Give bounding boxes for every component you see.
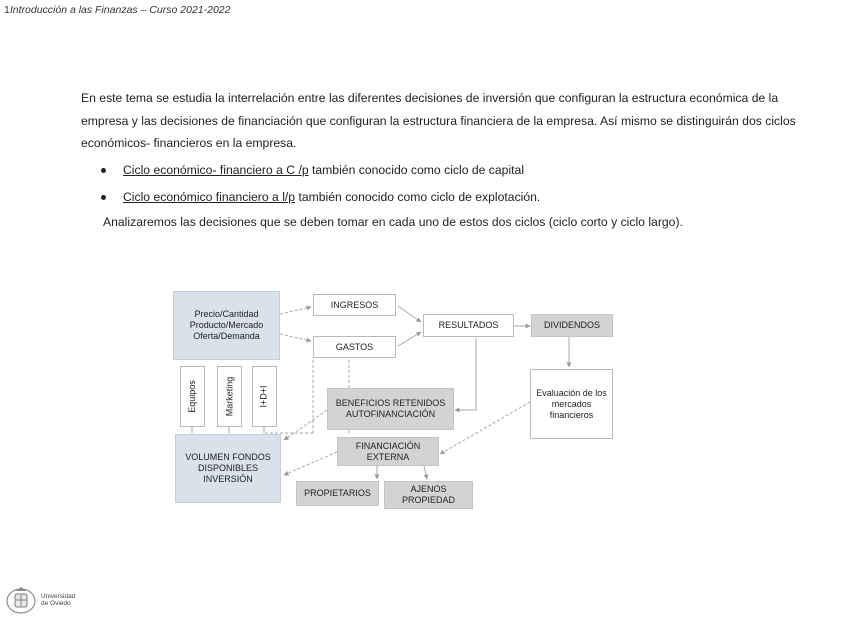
marketing-box bbox=[217, 366, 242, 427]
evaluacion-box bbox=[530, 369, 613, 439]
idi-box bbox=[252, 366, 277, 427]
financiacion-box bbox=[337, 437, 439, 466]
university-logo bbox=[4, 585, 75, 615]
ajenos-label: AJENOS PROPIEDAD bbox=[401, 484, 455, 505]
cycle-description: también conocido como ciclo de capital bbox=[308, 162, 525, 177]
dividendos-label: DIVIDENDOS bbox=[543, 320, 600, 330]
resultados-label: RESULTADOS bbox=[438, 320, 499, 330]
volumen-label: VOLUMEN FONDOS DISPONIBLES INVERSIÓN bbox=[185, 452, 271, 484]
resultados-box bbox=[423, 314, 514, 337]
beneficios-label: BENEFICIOS RETENIDOS AUTOFINANCIACIÓN bbox=[335, 398, 446, 419]
ingresos-box bbox=[313, 294, 396, 316]
volumen-box bbox=[175, 434, 281, 503]
intro-paragraph: En este tema se estudia la interrelación entre las diferentes decisiones de inversión que configuran la estructura económica de la empresa y las decisiones de financiación que configuran la estructura financiera de la empresa. Así mismo se distinguirán dos ciclos económicos- financieros en la empresa. bbox=[81, 91, 796, 150]
university-name-line2: de Oviedo bbox=[41, 600, 71, 607]
dividendos-box bbox=[531, 314, 613, 337]
ingresos-label: INGRESOS bbox=[330, 299, 379, 310]
cycle-term: Ciclo económico- financiero a C /p bbox=[123, 162, 309, 177]
university-name bbox=[41, 593, 75, 607]
marketing-label: Marketing bbox=[224, 376, 235, 417]
equipos-box bbox=[180, 366, 205, 427]
precio-label: Precio/Cantidad Producto/Mercado Oferta/Demanda bbox=[189, 309, 264, 341]
closing-paragraph: Analizaremos las decisiones que se deben tomar en cada uno de estos dos ciclos (ciclo corto y ciclo largo). bbox=[103, 214, 683, 229]
propietarios-box bbox=[296, 481, 379, 506]
university-crest-icon bbox=[4, 585, 38, 615]
course-title: Introducción a las Finanzas – Curso 2021-2022 bbox=[9, 4, 231, 16]
beneficios-box bbox=[327, 388, 454, 430]
cycle-description: también conocido como ciclo de explotación. bbox=[295, 189, 541, 204]
gastos-label: GASTOS bbox=[335, 341, 374, 352]
gastos-box bbox=[313, 336, 396, 358]
cycle-term: Ciclo económico financiero a l/p bbox=[123, 189, 296, 204]
evaluacion-label: Evaluación de los mercados financieros bbox=[536, 387, 607, 420]
ajenos-box bbox=[384, 481, 473, 509]
equipos-label: Equipos bbox=[187, 380, 197, 413]
financiacion-label: FINANCIACIÓN EXTERNA bbox=[355, 440, 421, 462]
precio-box bbox=[173, 291, 280, 360]
idi-label: I+D+I bbox=[258, 385, 269, 408]
university-name-line1: Universidad bbox=[41, 593, 76, 600]
propietarios-label: PROPIETARIOS bbox=[304, 488, 371, 498]
page-number: 1 bbox=[4, 4, 10, 16]
